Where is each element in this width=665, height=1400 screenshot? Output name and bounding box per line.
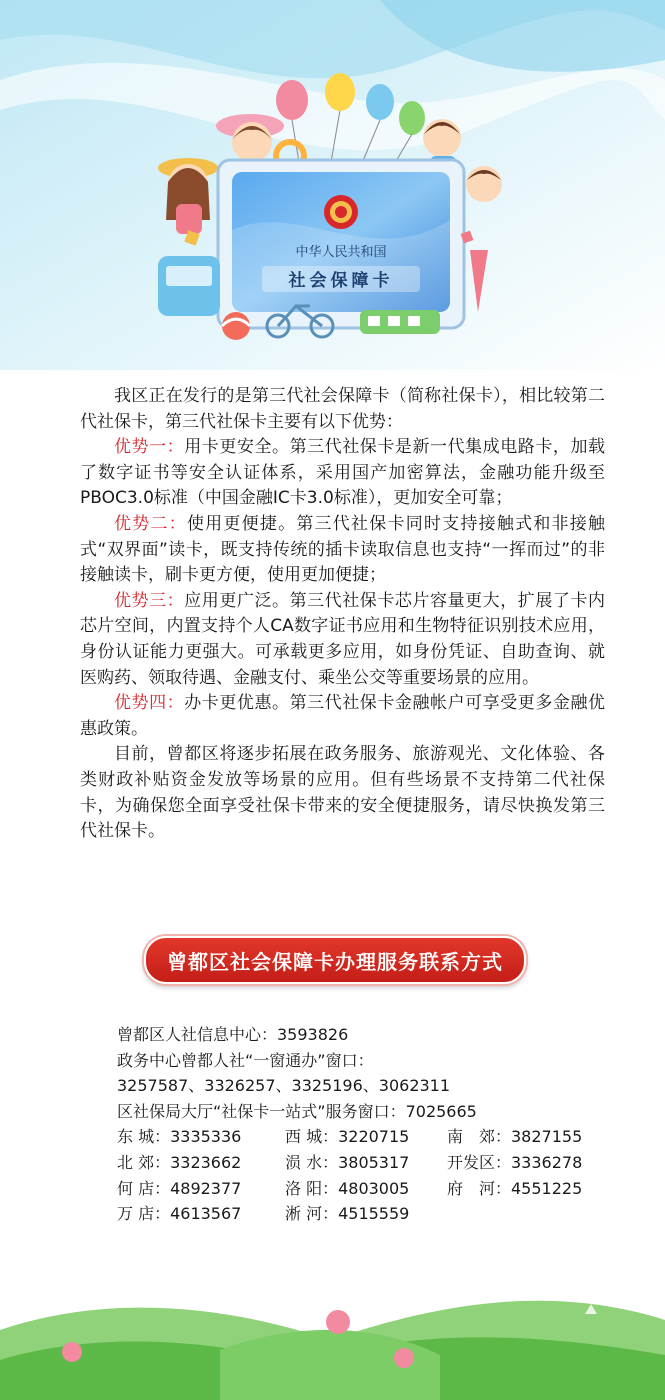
advantage-2 [80, 512, 605, 589]
advantage-4 [80, 691, 605, 742]
contact-cell: 西 城：3220715 [285, 1127, 410, 1147]
contact-cell: 开发区：3336278 [447, 1152, 583, 1172]
contact-cell: 北 郊：3323662 [117, 1152, 242, 1172]
advantage-label: 优势二： [114, 513, 187, 534]
contact-cell: 涢 水：3805317 [285, 1152, 410, 1172]
advantage-label: 优势三： [114, 590, 185, 611]
banner-title: 曾都区社会保障卡办理服务联系方式 [167, 949, 503, 974]
contact-line: 区社保局大厅“社保卡一站式”服务窗口：7025665 [117, 1101, 477, 1121]
card-title-line2: 社会保障卡 [288, 271, 394, 290]
contact-cell: 府 河：4551225 [447, 1178, 583, 1198]
contact-banner [144, 936, 526, 984]
flower-icon [62, 1342, 82, 1362]
flower-icon [326, 1310, 350, 1334]
contact-cell: 洛 阳：4803005 [285, 1178, 410, 1198]
contact-line: 3257587、3326257、3325196、3062311 [117, 1076, 451, 1096]
intro-paragraph: 我区正在发行的是第三代社会保障卡（简称社保卡），相比较第二代社保卡，第三代社保卡主要有以下优势： [80, 386, 605, 432]
advantage-text: 办卡更优惠。第三代社保卡金融帐户可享受更多金融优惠政策。 [80, 693, 606, 739]
contact-grid-row [117, 1201, 627, 1227]
contact-grid-row [117, 1176, 627, 1202]
contact-cell: 东 城：3335336 [117, 1127, 242, 1147]
contact-cell: 南 郊：3827155 [447, 1127, 583, 1147]
advantage-label: 优势四： [114, 693, 185, 714]
contact-line: 政务中心曾都人社“一窗通办”窗口： [117, 1050, 374, 1070]
advantage-text: 用卡更安全。第三代社保卡是新一代集成电路卡，加载了数字证书等安全认证体系，采用国产加密算法，金融功能升级至PBOC3.0标准（中国金融IC卡3.0标准），更加安全可靠； [80, 437, 606, 509]
footer-hills [0, 1270, 665, 1400]
contact-line: 曾都区人社信息中心：3593826 [117, 1025, 349, 1044]
contact-list [117, 1022, 627, 1227]
ball-icon [222, 312, 250, 340]
advantage-1 [80, 435, 605, 512]
contact-cell: 万 店：4613567 [117, 1204, 242, 1224]
advantage-3 [80, 589, 605, 691]
contact-grid-row [117, 1150, 627, 1176]
advantage-label: 优势一： [114, 437, 185, 458]
flower-icon [394, 1348, 414, 1368]
contact-cell: 何 店：4892377 [117, 1178, 242, 1198]
hero-illustration [0, 0, 665, 370]
closing-paragraph: 目前，曾都区将逐步拓展在政务服务、旅游观光、文化体验、各类财政补贴资金发放等场景的应用。但有些场景不支持第二代社保卡，为确保您全面享受社保卡带来的安全便捷服务，请尽快换发第三代社保卡。 [80, 744, 605, 842]
contact-grid-row [117, 1124, 627, 1150]
intro-section [80, 384, 605, 845]
card-title-line1: 中华人民共和国 [295, 244, 387, 259]
child-figure [466, 166, 502, 202]
advantage-text: 使用更便捷。第三代社保卡同时支持接触式和非接触式“双界面”读卡，既支持传统的插卡读取信息也支持“一挥而过”的非接触读卡，刷卡更方便，使用更加便捷； [80, 513, 606, 586]
advantage-text: 应用更广泛。第三代社保卡芯片容量更大，扩展了卡内芯片空间，内置支持个人CA数字证书应用和生物特征识别技术应用，身份认证能力更强大。可承载更多应用，如身份凭证、自助查询、就医购药、领取待遇、金融支付、乘坐公交等重要场景的应用。 [80, 590, 606, 688]
contact-cell: 淅 河：4515559 [285, 1204, 410, 1224]
social-security-card [218, 160, 464, 328]
